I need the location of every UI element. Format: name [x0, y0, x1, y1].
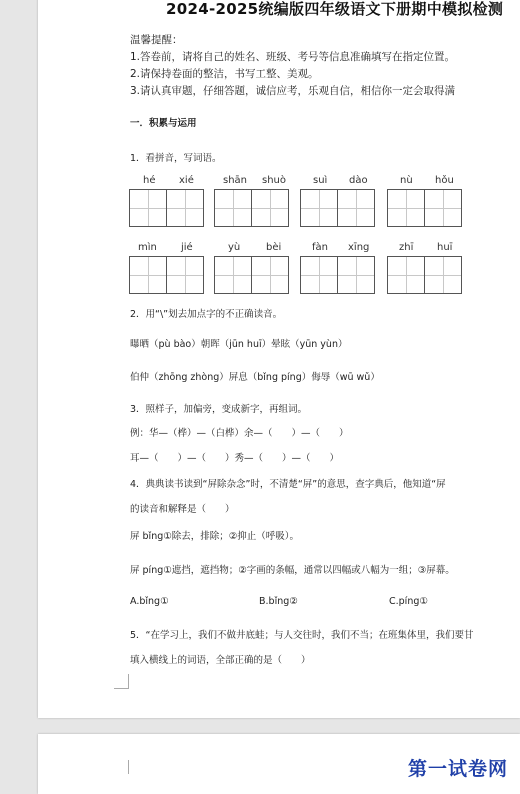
pinyin: bèi — [266, 242, 282, 253]
writing-grid-cell[interactable] — [129, 189, 167, 227]
writing-grid-cell[interactable] — [337, 256, 375, 294]
answer-option-b: B.bǐng② — [259, 596, 298, 607]
writing-grid-cell[interactable] — [424, 256, 462, 294]
pinyin: hé — [143, 175, 156, 186]
writing-grid-cell[interactable] — [214, 189, 252, 227]
question-3-prompt: 3．照样子，加偏旁，变成新字，再组词。 — [130, 404, 308, 415]
writing-grid-cell[interactable] — [251, 189, 289, 227]
site-watermark: 第一试卷网 — [408, 758, 509, 780]
question-1-prompt: 1．看拼音，写词语。 — [130, 153, 222, 164]
question-3-line: 耳—（ ）—（ ）秀—（ ）—（ ） — [130, 453, 340, 464]
pinyin: jié — [181, 242, 193, 253]
dictionary-definition: 屏 píng①遮挡，遮挡物；②字画的条幅，通常以四幅或八幅为一组；③屏幕。 — [130, 565, 455, 576]
writing-grid-cell[interactable] — [251, 256, 289, 294]
pinyin: hǒu — [435, 175, 454, 186]
pinyin: xié — [179, 175, 194, 186]
writing-grid-cell[interactable] — [424, 189, 462, 227]
notice-item: 1.答卷前，请将自己的姓名、班级、考号等信息准确填写在指定位置。 — [130, 51, 456, 63]
margin-crop-mark — [114, 760, 129, 774]
writing-grid-cell[interactable] — [214, 256, 252, 294]
pinyin: dào — [349, 175, 368, 186]
pinyin: huī — [437, 242, 453, 253]
pinyin: shān — [223, 175, 248, 186]
answer-option-c: C.píng① — [389, 596, 428, 607]
pinyin: xīng — [348, 242, 370, 253]
pinyin: yù — [228, 242, 241, 253]
section-heading: 一．积累与运用 — [130, 118, 197, 129]
notice-item: 2.请保持卷面的整洁，书写工整、美观。 — [130, 68, 319, 80]
notice-item: 3.请认真审题，仔细答题，诚信应考，乐观自信，相信你一定会取得满 — [130, 85, 456, 97]
pinyin: mìn — [138, 242, 157, 253]
writing-grid-cell[interactable] — [337, 189, 375, 227]
exam-title: 2024-2025统编版四年级语文下册期中模拟检测 — [166, 0, 504, 18]
answer-option-a: A.bǐng① — [130, 596, 169, 607]
writing-grid-cell[interactable] — [166, 256, 204, 294]
question-2-line: 伯仲（zhōng zhòng）屏息（bǐng píng）侮辱（wū wǔ） — [130, 372, 380, 383]
writing-grid-cell[interactable] — [166, 189, 204, 227]
notice-heading: 温馨提醒： — [130, 34, 183, 46]
question-2-line: 曝晒（pù bào）朝晖（jūn huī）晕眩（yūn yùn） — [130, 339, 348, 350]
document-page-1 — [38, 0, 520, 718]
pinyin: zhī — [399, 242, 414, 253]
writing-grid-cell[interactable] — [387, 256, 425, 294]
pinyin: fàn — [312, 242, 328, 253]
margin-crop-mark — [114, 674, 129, 689]
question-4-prompt-cont: 的读音和解释是（ ） — [130, 504, 235, 515]
writing-grid-cell[interactable] — [129, 256, 167, 294]
question-3-line: 例：华—（桦）—（白桦）余—（ ）—（ ） — [130, 428, 349, 439]
question-5-prompt-cont: 填入横线上的词语，全部正确的是（ ） — [130, 655, 311, 666]
question-4-prompt: 4．典典读书读到“屏除杂念”时，不清楚“屏”的意思，查字典后，他知道“屏 — [130, 479, 446, 490]
pinyin: nù — [400, 175, 413, 186]
dictionary-definition: 屏 bǐng①除去，排除；②抑止（呼吸）。 — [130, 531, 300, 542]
writing-grid-cell[interactable] — [300, 256, 338, 294]
question-2-prompt: 2．用“\”划去加点字的不正确读音。 — [130, 309, 283, 320]
pinyin: shuò — [262, 175, 287, 186]
writing-grid-cell[interactable] — [300, 189, 338, 227]
writing-grid-cell[interactable] — [387, 189, 425, 227]
pinyin: suì — [313, 175, 328, 186]
question-5-prompt: 5．“在学习上，我们不做井底蛙；与人交往时，我们不当；在班集体里，我们要甘 — [130, 630, 474, 641]
